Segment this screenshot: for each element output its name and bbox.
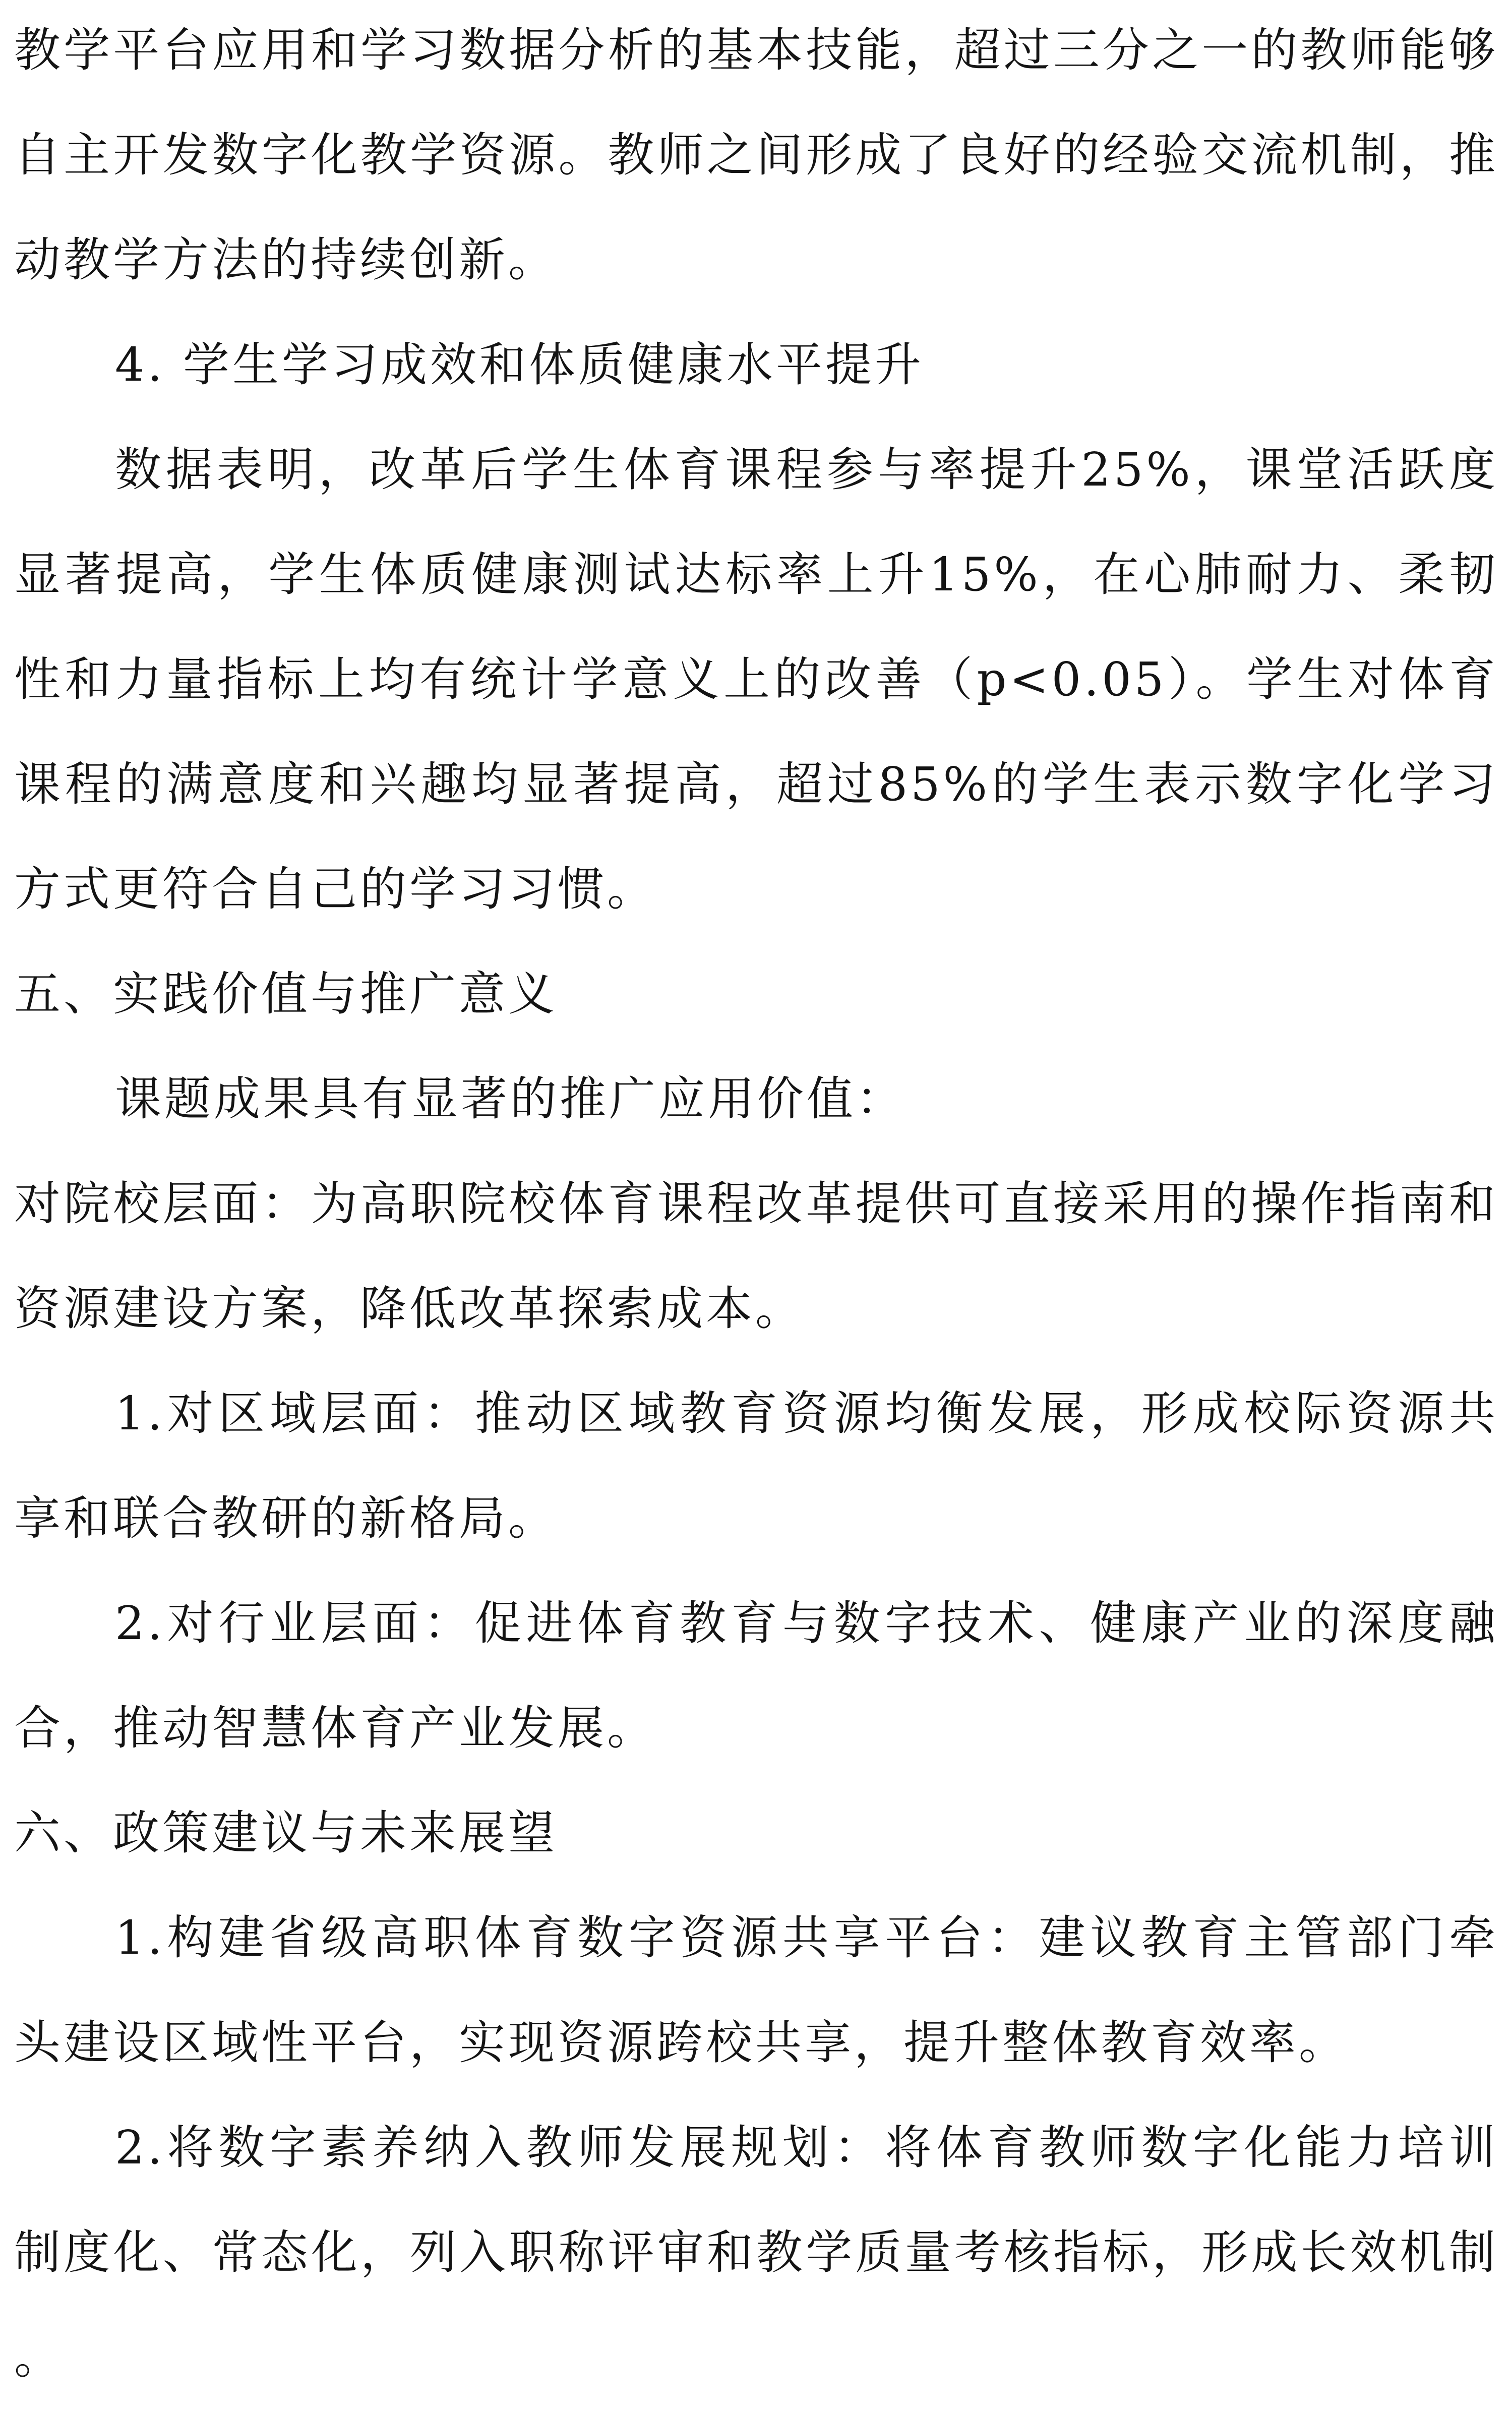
- paragraph-institution-level: 对院校层面：为高职院校体育课程改革提供可直接采用的操作指南和资源建设方案，降低改革探索成本。: [14, 1177, 1498, 1336]
- section-heading-practice-value: 五、实践价值与推广意义: [14, 967, 558, 1021]
- document-body: [14, 0, 1498, 2410]
- paragraph-region-level: 1.对区域层面：推动区域教育资源均衡发展，形成校际资源共享和联合教研的新格局。: [14, 1387, 1498, 1545]
- subheading-student-outcomes: 4. 学生学习成效和体质健康水平提升: [115, 338, 925, 392]
- section-heading-policy-outlook: 六、政策建议与未来展望: [14, 1806, 558, 1860]
- paragraph-provincial-platform: 1.构建省级高职体育数字资源共享平台：建议教育主管部门牵头建设区域性平台，实现资源跨校共享，提升整体教育效率。: [14, 1911, 1498, 2070]
- paragraph-promotion-intro: 课题成果具有显著的推广应用价值：: [115, 1072, 906, 1126]
- paragraph-student-data: 数据表明，改革后学生体育课程参与率提升25%，课堂活跃度显著提高，学生体质健康测试达标率上升15%，在心肺耐力、柔韧性和力量指标上均有统计学意义上的改善（p<0.05）。学生对体育课程的满意度和兴趣均显著提高，超过85%的学生表示数字化学习方式更符合自己的学习习惯。: [14, 443, 1498, 916]
- paragraph-industry-level: 2.对行业层面：促进体育教育与数字技术、健康产业的深度融合，推动智慧体育产业发展。: [14, 1596, 1498, 1755]
- paragraph-teacher-digital-skills: 教学平台应用和学习数据分析的基本技能，超过三分之一的教师能够自主开发数字化教学资源。教师之间形成了良好的经验交流机制，推动教学方法的持续创新。: [14, 23, 1498, 287]
- paragraph-teacher-development: 2.将数字素养纳入教师发展规划：将体育教师数字化能力培训制度化、常态化，列入职称评审和教学质量考核指标，形成长效机制。: [14, 2121, 1498, 2384]
